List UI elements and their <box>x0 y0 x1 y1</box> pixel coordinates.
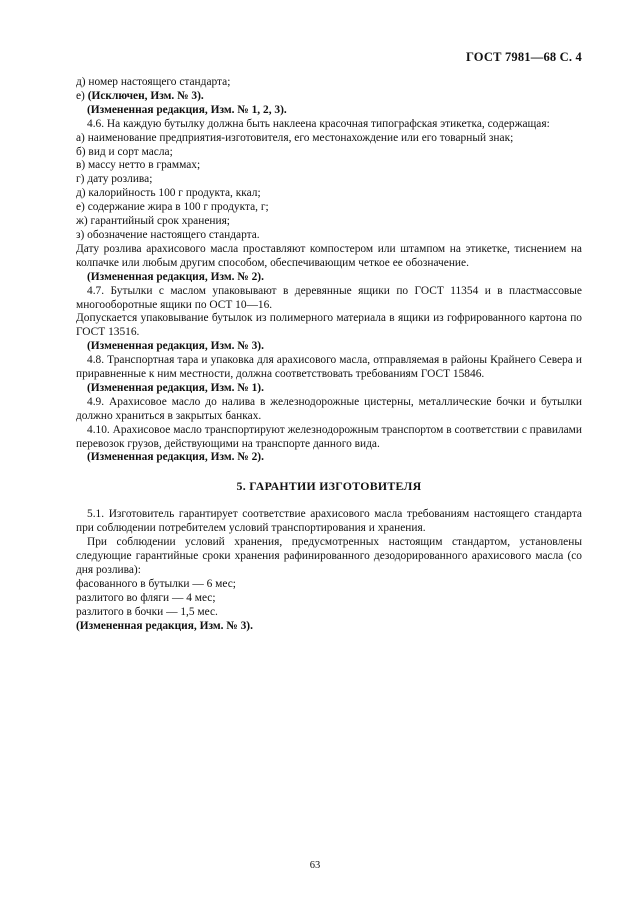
paragraph: разлитого в бочки — 1,5 мес. <box>76 605 218 618</box>
paragraph: д) номер настоящего стандарта; <box>76 76 231 88</box>
section-title: 5. ГАРАНТИИ ИЗГОТОВИТЕЛЯ <box>236 479 422 494</box>
paragraph: (Измененная редакция, Изм. № 2). <box>87 451 264 464</box>
paragraph: 4.10. Арахисовое масло транспортируют железнодорожным транспортом в соответствии с правилами перевозок грузов, действующими на транспорте данного вида. <box>76 423 582 450</box>
paragraph: разлитого во фляги — 4 мес; <box>76 591 216 604</box>
paragraph: (Измененная редакция, Изм. № 1). <box>87 381 264 394</box>
paragraph: Дату розлива арахисового масла проставляют компостером или штампом на этикетке, тиснением на колпачке или любым другим способом, обеспечивающим четкое ее обозначение. <box>76 242 582 269</box>
paragraph: б) вид и сорт масла; <box>76 145 173 158</box>
section-4-text <box>76 76 582 465</box>
paragraph: 4.8. Транспортная тара и упаковка для арахисового масла, отправляемая в районы Крайнего Севера и приравненные к ним местности, должна соответствовать требованиям ГОСТ 15846. <box>76 354 582 381</box>
paragraph: е) (Исключен, Изм. № 3). <box>76 89 204 102</box>
paragraph: 4.9. Арахисовое масло до налива в железнодорожные цистерны, металлические бочки и бутылки должно храниться в закрытых банках. <box>76 395 582 422</box>
paragraph: в) массу нетто в граммах; <box>76 159 201 172</box>
paragraph: г) дату розлива; <box>76 173 153 186</box>
paragraph: Допускается упаковывание бутылок из полимерного материала в ящики из гофрированного картона по ГОСТ 13516. <box>76 312 582 339</box>
paragraph: (Измененная редакция, Изм. № 1, 2, 3). <box>87 103 287 116</box>
paragraph: е) содержание жира в 100 г продукта, г; <box>76 201 269 214</box>
section-5-text <box>76 508 582 633</box>
paragraph: 4.6. На каждую бутылку должна быть наклеена красочная типографская этикетка, содержащая: <box>87 117 550 130</box>
paragraph: (Измененная редакция, Изм. № 3). <box>87 340 264 353</box>
paragraph: (Измененная редакция, Изм. № 2). <box>87 270 264 283</box>
paragraph: 4.7. Бутылки с маслом упаковывают в деревянные ящики по ГОСТ 11354 и в пластмассовые многооборотные ящики по ОСТ 10—16. <box>76 284 582 311</box>
paragraph: ж) гарантийный срок хранения; <box>76 215 230 228</box>
document-body <box>76 76 582 633</box>
paragraph: (Измененная редакция, Изм. № 3). <box>76 619 253 632</box>
paragraph: При соблюдении условий хранения, предусмотренных настоящим стандартом, установлены следующие гарантийные сроки хранения рафинированного дезодорированного арахисового масла (со дня розлива): <box>76 536 582 576</box>
page-header: ГОСТ 7981—68 С. 4 <box>465 50 582 64</box>
paragraph: д) калорийность 100 г продукта, ккал; <box>76 187 261 200</box>
paragraph: з) обозначение настоящего стандарта. <box>76 228 260 241</box>
paragraph: фасованного в бутылки — 6 мес; <box>76 577 236 590</box>
paragraph: а) наименование предприятия-изготовителя, его местонахождение или его товарный знак; <box>76 131 514 144</box>
page-number: 63 <box>309 860 321 871</box>
paragraph: 5.1. Изготовитель гарантирует соответствие арахисового масла требованиям настоящего стандарта при соблюдении потребителем условий транспортирования и хранения. <box>76 508 582 535</box>
